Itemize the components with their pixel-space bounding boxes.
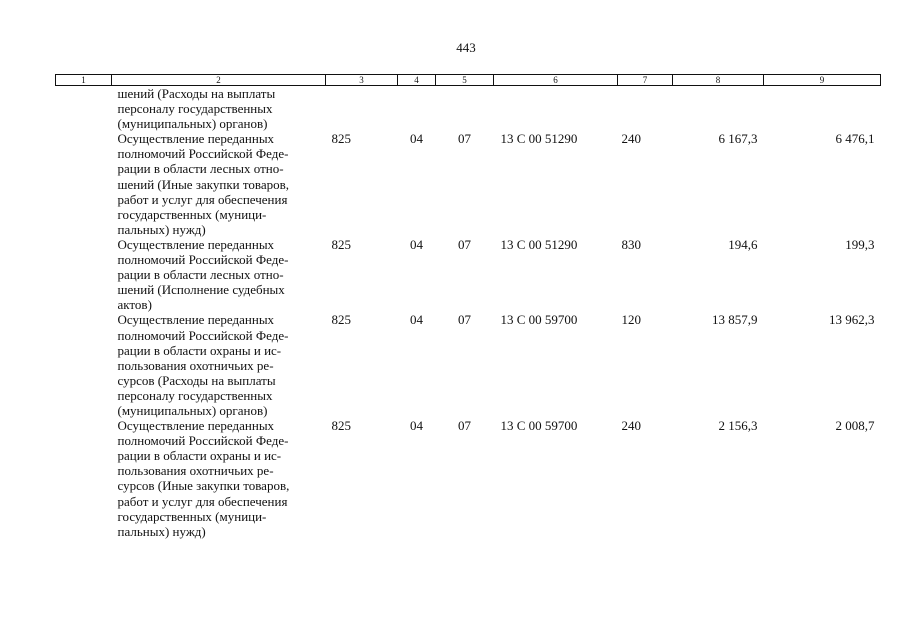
- header-col-6: 6: [494, 75, 618, 86]
- cell-target-article: 13 С 00 59700: [500, 418, 578, 434]
- cell-amount-year-2: 13 962,3: [829, 312, 875, 328]
- description-line: государственных (муници-: [117, 508, 267, 524]
- description-line: Осуществление переданных: [117, 236, 275, 252]
- description-line: пальных) нужд): [117, 523, 206, 539]
- description-line: пользования охотничьих ре-: [117, 357, 274, 373]
- table-header: [56, 75, 881, 86]
- table-row: [56, 418, 881, 539]
- cell-description: [112, 237, 326, 312]
- description-line: рации в области лесных отно-: [117, 267, 284, 283]
- description-line: (муниципальных) органов): [117, 116, 268, 132]
- cell-amount-year-1: 2 156,3: [718, 418, 758, 434]
- header-col-5: 5: [436, 75, 494, 86]
- cell-target-article: [494, 86, 618, 132]
- table-row: [56, 131, 881, 237]
- description-line: Осуществление переданных: [117, 131, 275, 147]
- header-col-4: 4: [398, 75, 436, 86]
- cell-row-number: [56, 312, 112, 418]
- cell-subsection: [436, 86, 494, 132]
- cell-section: 04: [410, 312, 423, 328]
- cell-row-number: [56, 86, 112, 132]
- header-col-9: 9: [764, 75, 881, 86]
- cell-subsection: 07: [458, 418, 471, 434]
- description-line: Осуществление переданных: [117, 312, 275, 328]
- cell-description: [112, 131, 326, 237]
- cell-description: [112, 312, 326, 418]
- description-line: сурсов (Расходы на выплаты: [117, 372, 276, 388]
- cell-target-article: 13 С 00 51290: [500, 131, 578, 147]
- cell-section: 04: [410, 131, 423, 147]
- description-line: полномочий Российской Феде-: [117, 146, 289, 162]
- table-body: [56, 86, 881, 539]
- cell-amount-year-2: 2 008,7: [835, 418, 875, 434]
- cell-expense-type: 240: [621, 131, 641, 147]
- description-line: актов): [117, 297, 152, 313]
- table-row: [56, 312, 881, 418]
- description-line: государственных (муници-: [117, 206, 267, 222]
- cell-section: 04: [410, 418, 423, 434]
- description-line: рации в области охраны и ис-: [117, 342, 282, 358]
- cell-target-article: 13 С 00 59700: [500, 312, 578, 328]
- page-number: 443: [456, 40, 476, 55]
- cell-ved-code: [326, 86, 398, 132]
- description-line: работ и услуг для обеспечения: [117, 191, 288, 207]
- cell-target-article: 13 С 00 51290: [500, 236, 578, 252]
- description-line: персоналу государственных: [117, 101, 273, 117]
- table-row: [56, 86, 881, 132]
- header-col-2: 2: [112, 75, 326, 86]
- cell-description: [112, 418, 326, 539]
- cell-amount-year-1: 13 857,9: [712, 312, 758, 328]
- description-line: полномочий Российской Феде-: [117, 327, 289, 343]
- cell-amount-year-2: 6 476,1: [835, 131, 875, 147]
- description-line: рации в области охраны и ис-: [117, 448, 282, 464]
- description-line: шений (Расходы на выплаты: [117, 86, 276, 101]
- description-line: работ и услуг для обеспечения: [117, 493, 288, 509]
- cell-section: [398, 86, 436, 132]
- cell-amount-year-1: [673, 86, 764, 132]
- cell-ved-code: 825: [331, 236, 351, 252]
- cell-row-number: [56, 418, 112, 539]
- description-line: пальных) нужд): [117, 221, 206, 237]
- cell-ved-code: 825: [331, 312, 351, 328]
- cell-description: [112, 86, 326, 132]
- description-line: Осуществление переданных: [117, 418, 275, 434]
- header-col-7: 7: [618, 75, 673, 86]
- budget-table: [55, 74, 881, 539]
- cell-subsection: 07: [458, 131, 471, 147]
- description-line: персоналу государственных: [117, 387, 273, 403]
- description-line: сурсов (Иные закупки товаров,: [117, 478, 290, 494]
- cell-ved-code: 825: [331, 131, 351, 147]
- cell-subsection: 07: [458, 312, 471, 328]
- header-col-8: 8: [673, 75, 764, 86]
- cell-subsection: 07: [458, 236, 471, 252]
- cell-expense-type: 120: [621, 312, 641, 328]
- cell-section: 04: [410, 236, 423, 252]
- cell-amount-year-1: 194,6: [728, 236, 758, 252]
- table-row: [56, 237, 881, 312]
- cell-row-number: [56, 131, 112, 237]
- cell-expense-type: [618, 86, 673, 132]
- header-row: [56, 75, 881, 86]
- cell-expense-type: 830: [621, 236, 641, 252]
- cell-expense-type: 240: [621, 418, 641, 434]
- cell-ved-code: 825: [331, 418, 351, 434]
- description-line: полномочий Российской Феде-: [117, 433, 289, 449]
- header-col-1: 1: [56, 75, 112, 86]
- description-line: шений (Исполнение судебных: [117, 282, 285, 298]
- description-line: полномочий Российской Феде-: [117, 252, 289, 268]
- cell-amount-year-1: 6 167,3: [718, 131, 758, 147]
- cell-amount-year-2: 199,3: [845, 236, 875, 252]
- description-line: пользования охотничьих ре-: [117, 463, 274, 479]
- header-col-3: 3: [326, 75, 398, 86]
- description-line: (муниципальных) органов): [117, 402, 268, 418]
- cell-amount-year-2: [764, 86, 881, 132]
- description-line: шений (Иные закупки товаров,: [117, 176, 289, 192]
- cell-row-number: [56, 237, 112, 312]
- description-line: рации в области лесных отно-: [117, 161, 284, 177]
